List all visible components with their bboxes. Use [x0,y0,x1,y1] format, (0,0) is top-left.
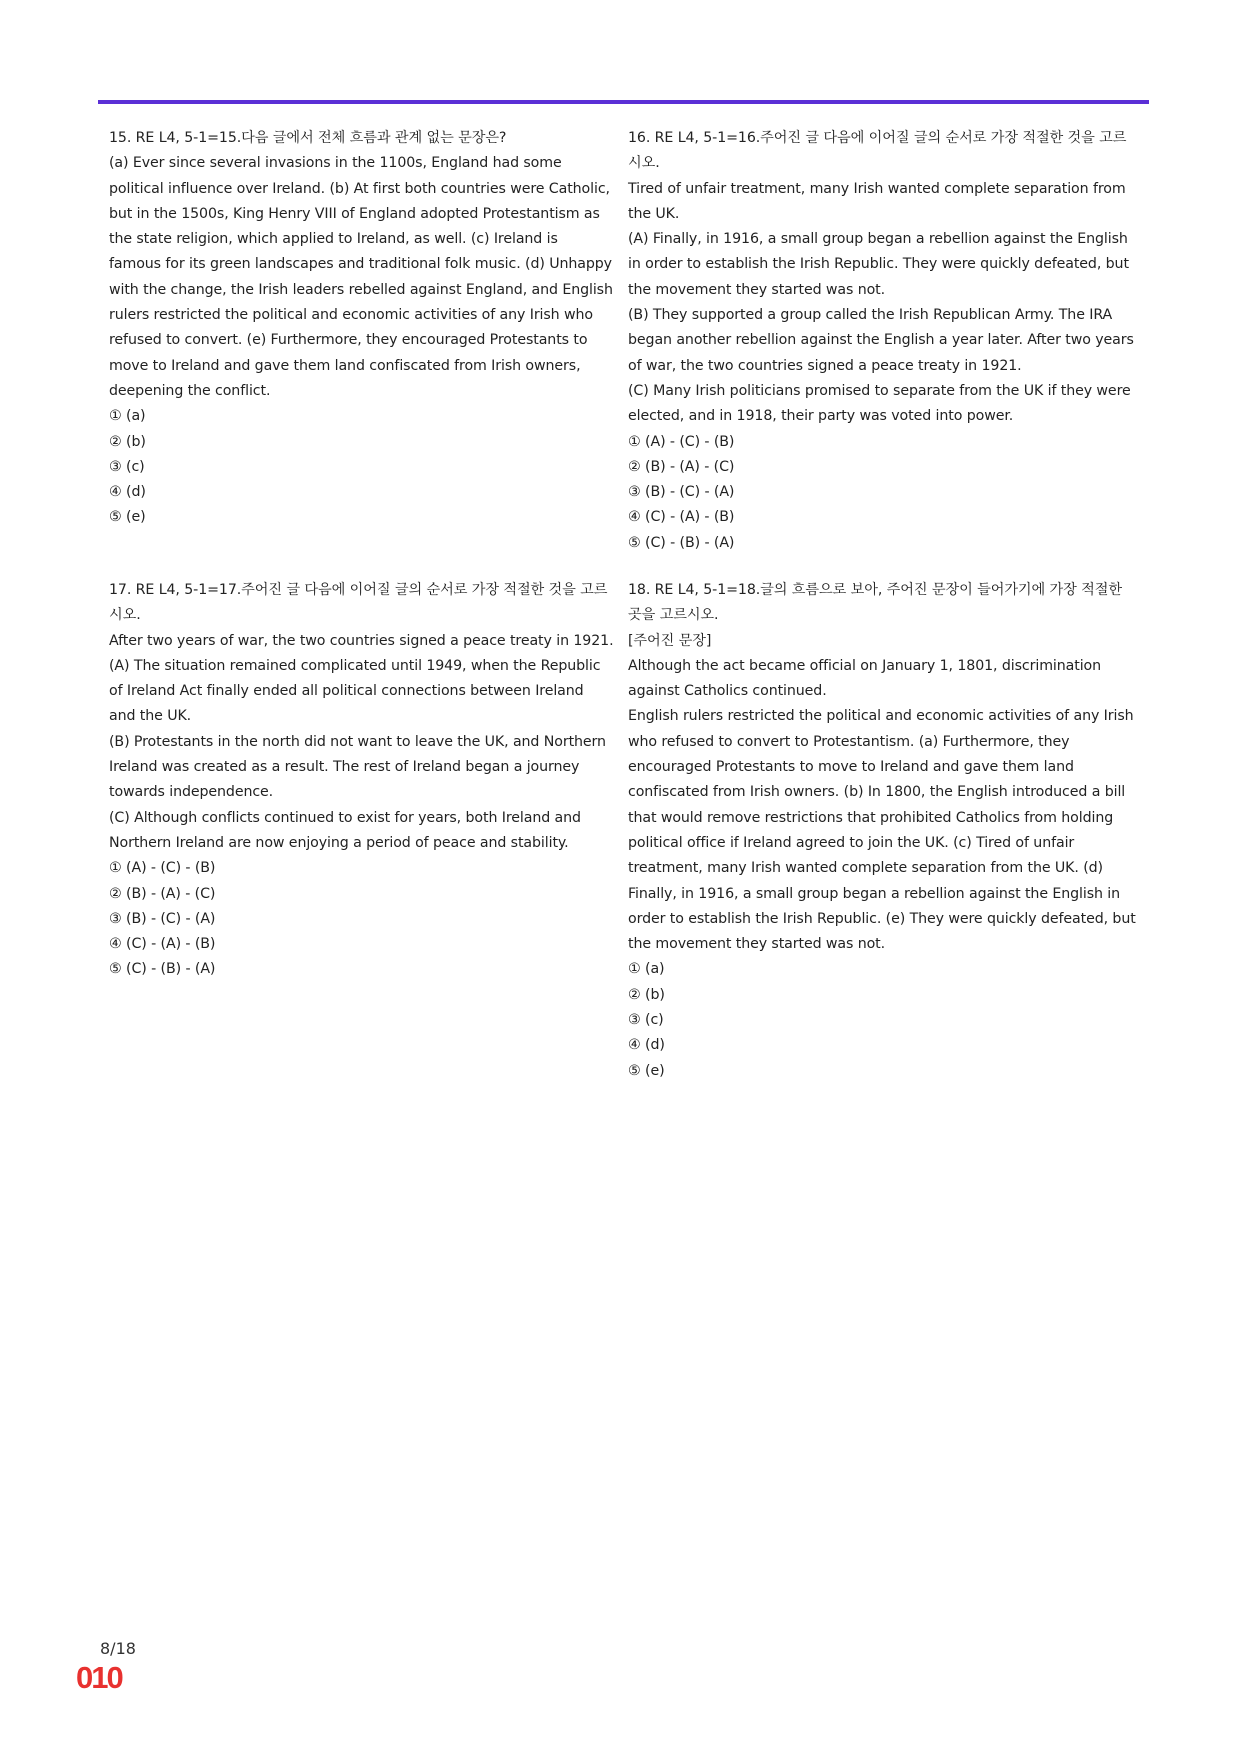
question-18-option-5[interactable]: ⑤ (e) [628,1062,665,1079]
question-15-option-3[interactable]: ③ (c) [109,458,145,475]
question-17-option-1[interactable]: ① (A) - (C) - (B) [109,860,216,877]
brand-logo: 010 [76,1660,122,1695]
question-17-given: After two years of war, the two countries signed a peace treaty in 1921. [109,632,614,649]
question-16-option-1[interactable]: ① (A) - (C) - (B) [628,433,735,450]
question-17-paragraph-c: (C) Although conflicts continued to exist for years, both Ireland and Northern Ireland are now enjoying a period of peace and stability. [109,809,581,851]
question-16-given: Tired of unfair treatment, many Irish wanted complete separation from the UK. [628,180,1126,222]
question-16-title: 16. RE L4, 5-1=16.주어진 글 다음에 이어질 글의 순서로 가장 적절한 것을 고르시오. [628,130,1127,172]
question-17-paragraph-a: (A) The situation remained complicated until 1949, when the Republic of Ireland Act finally ended all political connections between Ireland and the UK. [109,657,601,725]
page-number: 8/18 [100,1639,136,1658]
question-16 [628,126,1138,556]
question-17 [109,578,614,983]
question-16-paragraph-b: (B) They supported a group called the Irish Republican Army. The IRA began another rebellion against the English a year later. After two years of war, the two countries signed a peace treaty in 1921. [628,307,1134,374]
header-rule [98,100,1149,104]
question-18-given: Although the act became official on January 1, 1801, discrimination against Catholics continued. [628,657,1102,700]
question-15-option-4[interactable]: ④ (d) [109,484,146,501]
question-18 [628,578,1138,1084]
question-17-option-5[interactable]: ⑤ (C) - (B) - (A) [109,961,216,978]
question-17-option-2[interactable]: ② (B) - (A) - (C) [109,885,216,902]
question-17-option-4[interactable]: ④ (C) - (A) - (B) [109,936,216,953]
question-15-option-2[interactable]: ② (b) [109,433,146,450]
question-15-title: 15. RE L4, 5-1=15.다음 글에서 전체 흐름과 관계 없는 문장은? [109,130,507,146]
question-17-option-3[interactable]: ③ (B) - (C) - (A) [109,910,216,927]
question-15-option-1[interactable]: ① (a) [109,408,146,425]
question-16-option-2[interactable]: ② (B) - (A) - (C) [628,458,735,475]
question-16-option-5[interactable]: ⑤ (C) - (B) - (A) [628,534,735,551]
question-16-paragraph-a: (A) Finally, in 1916, a small group began a rebellion against the English in order to establish the Irish Republic. They were quickly defeated, but the movement they started was not. [628,231,1129,298]
question-18-passage: English rulers restricted the political and economic activities of any Irish who refused to convert to Protestantism. (a) Furthermore, they encouraged Protestants to move to Ireland and gave them land confiscated from Irish owners. (b) In 1800, the English introduced a bill that would remove restrictions that prohibited Catholics from holding political office if Ireland agreed to join the UK. (c) Tired of unfair treatment, many Irish wanted complete separation from the UK. (d) Finally, in 1916, a small group began a rebellion against the English in order to establish the Irish Republic. (e) They were quickly defeated, but the movement they started was not. [628,708,1136,953]
question-18-option-2[interactable]: ② (b) [628,986,665,1003]
question-16-option-4[interactable]: ④ (C) - (A) - (B) [628,509,735,526]
question-15 [109,126,614,531]
question-16-paragraph-c: (C) Many Irish politicians promised to separate from the UK if they were elected, and in 1918, their party was voted into power. [628,382,1131,425]
question-17-paragraph-b: (B) Protestants in the north did not want to leave the UK, and Northern Ireland was created as a result. The rest of Ireland began a journey towards independence. [109,733,606,801]
question-18-given-label: [주어진 문장] [628,632,712,649]
question-16-option-3[interactable]: ③ (B) - (C) - (A) [628,484,735,501]
question-15-option-5[interactable]: ⑤ (e) [109,509,146,526]
question-17-title: 17. RE L4, 5-1=17.주어진 글 다음에 이어질 글의 순서로 가장 적절한 것을 고르시오. [109,582,608,624]
question-18-option-3[interactable]: ③ (c) [628,1012,664,1029]
question-18-option-1[interactable]: ① (a) [628,961,665,978]
question-15-passage: (a) Ever since several invasions in the 1100s, England had some political influence over Ireland. (b) At first both countries were Catholic, but in the 1500s, King Henry VIII of England adopted Protestantism as the state religion, which applied to Ireland, as well. (c) Ireland is famous for its green landscapes and traditional folk music. (d) Unhappy with the change, the Irish leaders rebelled against England, and English rulers restricted the political and economic activities of any Irish who refused to convert. (e) Furthermore, they encouraged Protestants to move to Ireland and gave them land confiscated from Irish owners, deepening the conflict. [109,155,613,399]
question-18-option-4[interactable]: ④ (d) [628,1037,665,1054]
question-18-title: 18. RE L4, 5-1=18.글의 흐름으로 보아, 주어진 문장이 들어가기에 가장 적절한 곳을 고르시오. [628,582,1122,624]
